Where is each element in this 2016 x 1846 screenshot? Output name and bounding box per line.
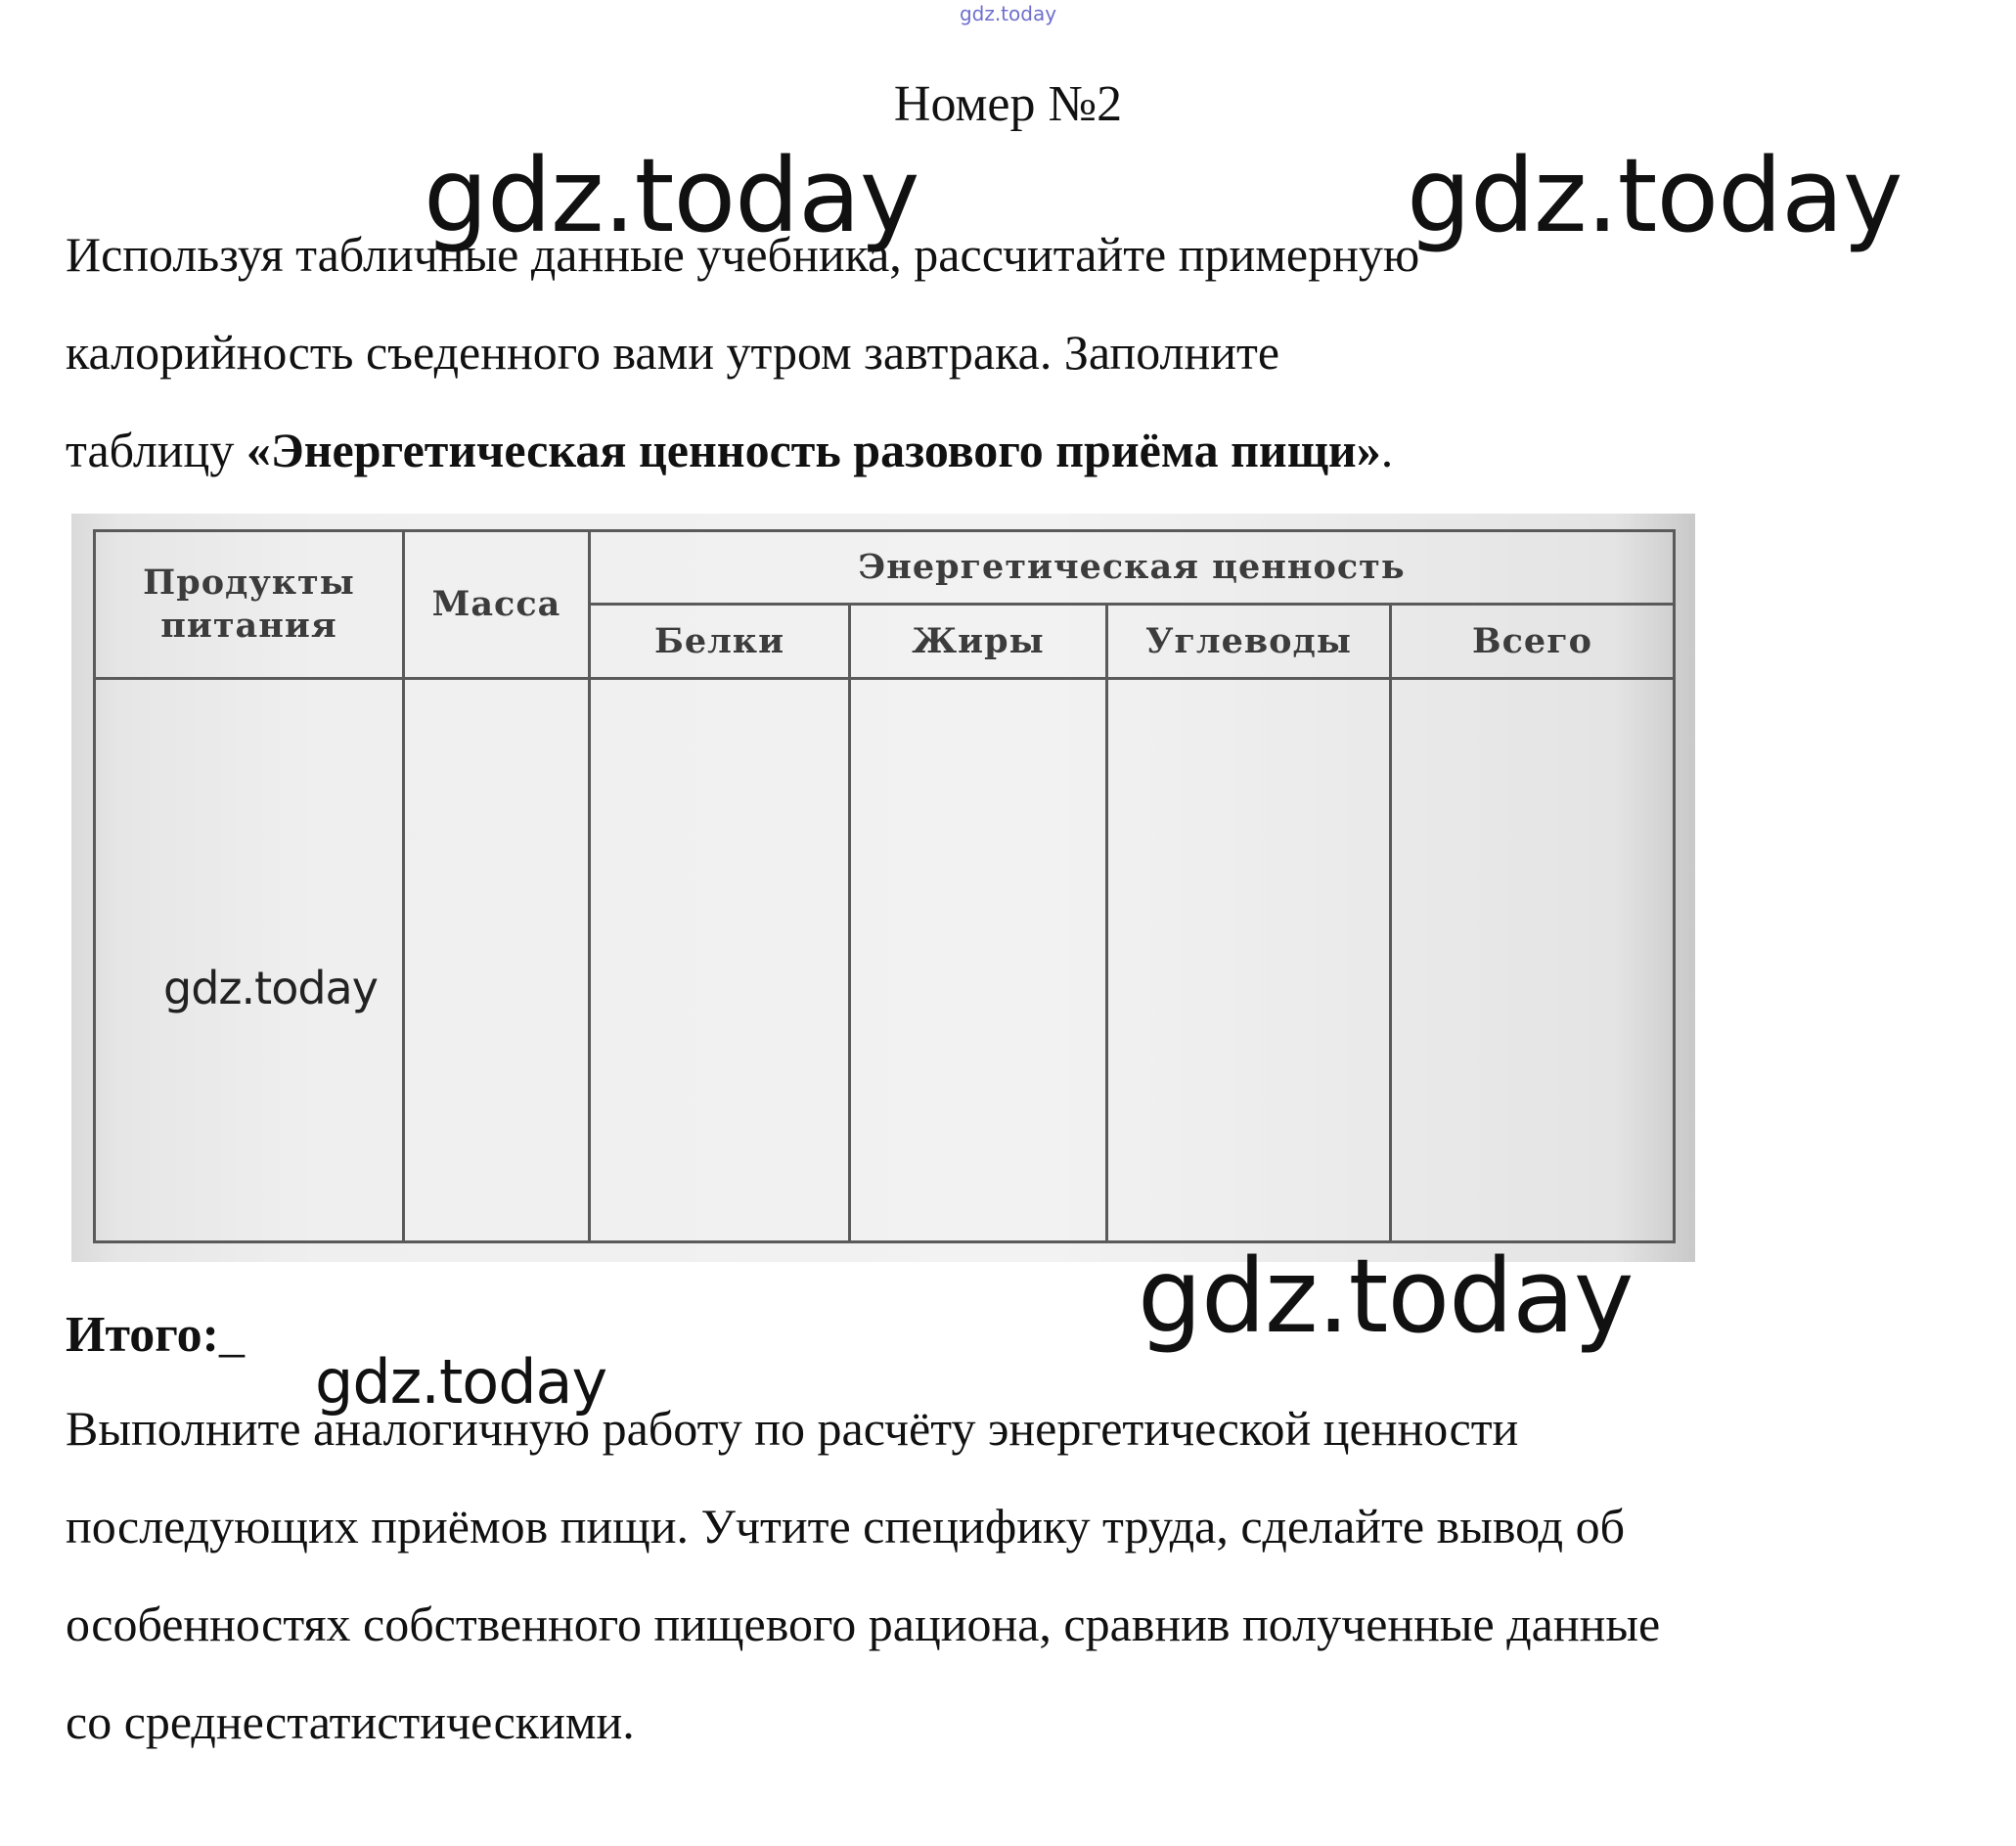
table-name-bold: «Энергетическая ценность разового приёма пищи» bbox=[246, 423, 1381, 477]
outro-line-4: со среднестатистическими. bbox=[66, 1694, 635, 1749]
total-label: Итого: bbox=[66, 1307, 219, 1363]
cell-proteins[interactable] bbox=[590, 679, 850, 1242]
header-products: Продукты питания bbox=[95, 531, 404, 679]
watermark-below-table: gdz.today bbox=[1138, 1237, 1634, 1356]
cell-products[interactable] bbox=[95, 679, 404, 1242]
header-carbohydrates: Углеводы bbox=[1107, 605, 1391, 679]
outro-line-2: последующих приёмов пищи. Учтите специфику труда, сделайте вывод об bbox=[66, 1499, 1626, 1553]
intro-line-3-prefix: таблицу bbox=[66, 423, 246, 477]
intro-line-3-suffix: . bbox=[1380, 423, 1394, 477]
watermark-header-right: gdz.today bbox=[1407, 136, 1903, 255]
cell-mass[interactable] bbox=[404, 679, 590, 1242]
total-line bbox=[66, 1301, 245, 1370]
header-proteins: Белки bbox=[590, 605, 850, 679]
watermark-table-inner: gdz.today bbox=[163, 962, 378, 1014]
intro-line-3 bbox=[66, 401, 1393, 499]
scanned-table-image bbox=[71, 514, 1695, 1262]
watermark-header-left: gdz.today bbox=[424, 136, 919, 255]
watermark-near-total: gdz.today bbox=[315, 1346, 607, 1418]
outro-line-3: особенностях собственного пищевого рациона, сравнив полученные данные bbox=[66, 1597, 1661, 1651]
outro-line-1: Выполните аналогичную работу по расчёту энергетической ценности bbox=[66, 1401, 1519, 1456]
header-mass: Масса bbox=[404, 531, 590, 679]
intro-line-2: калорийность съеденного вами утром завтрака. Заполните bbox=[66, 325, 1280, 380]
cell-fats[interactable] bbox=[850, 679, 1107, 1242]
header-fats: Жиры bbox=[850, 605, 1107, 679]
header-total: Всего bbox=[1391, 605, 1675, 679]
total-blank: _ bbox=[218, 1307, 245, 1363]
page-title: Номер №2 bbox=[893, 76, 1123, 132]
energy-value-table bbox=[93, 529, 1676, 1243]
cell-total[interactable] bbox=[1391, 679, 1675, 1242]
cell-carbohydrates[interactable] bbox=[1107, 679, 1391, 1242]
intro-line-1: Используя табличные данные учебника, рассчитайте примерную bbox=[66, 227, 1420, 282]
header-energy-value: Энергетическая ценность bbox=[590, 531, 1675, 605]
watermark-top: gdz.today bbox=[959, 2, 1057, 25]
